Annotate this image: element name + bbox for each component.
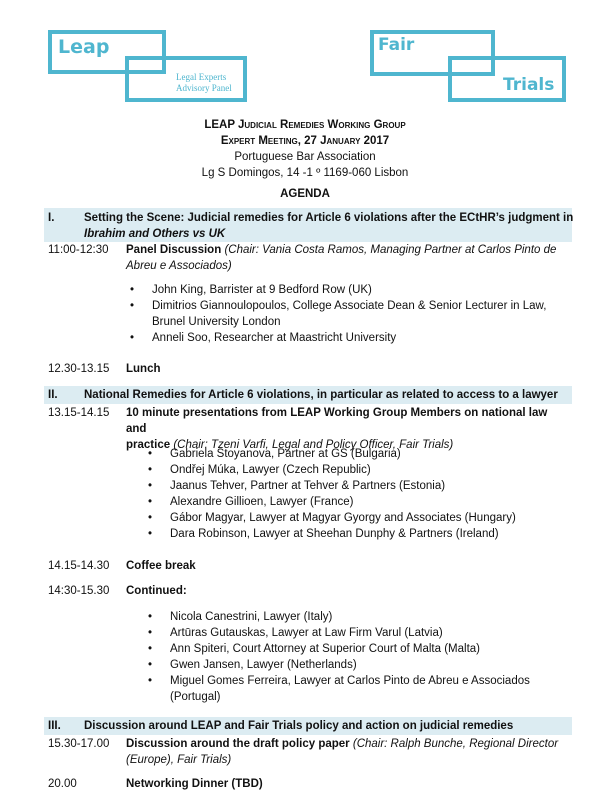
header-agenda: AGENDA [280,188,330,200]
presentations-title-cont: practice [126,439,171,451]
section-3-title: Discussion around LEAP and Fair Trials policy and action on judicial remedies [84,720,514,732]
fair-trials-word-trials: Trials [503,75,555,95]
list-item: • Ondřej Múka, Lawyer (Czech Republic) [148,462,568,478]
section-1-case-name: Ibrahim and Others vs UK [84,228,226,240]
lunch-time: 12.30-13.15 [48,363,110,375]
discussion-time: 15.30-17.00 [48,738,110,750]
discussion-title: Discussion around the draft policy paper [126,738,350,750]
section-2-title: National Remedies for Article 6 violations, in particular as related to access to a lawyer [84,389,558,401]
section-1-title: Setting the Scene: Judicial remedies for Article 6 violations after the ECtHR’s judgment in [84,212,574,224]
continued-speaker-list [148,609,548,705]
list-item: • Miguel Gomes Ferreira, Lawyer at Carlos Pinto de Abreu e Associados (Portugal) [148,673,548,705]
header-venue: Portuguese Bar Association [234,151,376,163]
leap-logo-sub2: Advisory Panel [176,83,232,93]
discussion-description [126,736,570,768]
list-item: • Dara Robinson, Lawyer at Sheehan Dunphy & Partners (Ireland) [148,526,568,542]
fair-trials-word-fair: Fair [378,35,415,55]
leap-logo-sub1: Legal Experts [176,72,227,82]
list-item: • Jaanus Tehver, Partner at Tehver & Partners (Estonia) [148,478,568,494]
panel-chair: (Chair: Vania Costa Ramos, Managing Partner at Carlos Pinto de [224,244,557,256]
presentations-chair: (Chair: Tzeni Varfi, Legal and Policy Officer, Fair Trials) [173,439,454,451]
list-item: • Artūras Gutauskas, Lawyer at Law Firm Varul (Latvia) [148,625,548,641]
presentations-speaker-list [148,446,568,542]
panel-chair-cont: Abreu e Associados) [126,260,232,272]
section-2-number: II. [48,389,58,401]
presentations-title: 10 minute presentations from LEAP Working Group Members on national law and [126,407,548,435]
list-item: • Anneli Soo, Researcher at Maastricht University [130,330,550,346]
continued-title: Continued: [126,585,187,597]
section-1-band [44,208,572,242]
panel-title: Panel Discussion [126,244,222,256]
discussion-chair-cont: (Europe), Fair Trials) [126,754,232,766]
list-item: • Dimitrios Giannoulopoulos, College Associate Dean & Senior Lecturer in Law, Brunel University London [130,298,550,330]
section-2-band [44,386,572,404]
section-3-number: III. [48,720,61,732]
panel-time: 11:00-12:30 [48,244,109,256]
header-meeting-date: Expert Meeting, 27 January 2017 [220,135,390,147]
section-3-band [44,717,572,735]
header-address: Lg S Domingos, 14 -1 º 1169-060 Lisbon [201,167,409,179]
panel-description [126,242,570,274]
continued-time: 14:30-15.30 [48,585,110,597]
section-1-number: I. [48,212,55,224]
list-item: • Gabriela Stoyanova, Partner at GS (Bulgaria) [148,446,568,462]
lunch-title: Lunch [126,363,161,375]
panel-speaker-list [130,282,550,346]
coffee-time: 14.15-14.30 [48,560,110,572]
coffee-title: Coffee break [126,560,196,572]
list-item: • Gábor Magyar, Lawyer at Magyar Gyorgy and Associates (Hungary) [148,510,568,526]
header-working-group: LEAP Judicial Remedies Working Group [204,119,406,131]
list-item: • Nicola Canestrini, Lawyer (Italy) [148,609,548,625]
list-item: • Ann Spiteri, Court Attorney at Superior Court of Malta (Malta) [148,641,548,657]
presentations-time: 13.15-14.15 [48,407,110,419]
dinner-title: Networking Dinner (TBD) [126,778,263,790]
discussion-chair: (Chair: Ralph Bunche, Regional Director [352,738,559,750]
dinner-time: 20.00 [48,778,77,790]
list-item: • Alexandre Gillioen, Lawyer (France) [148,494,568,510]
leap-logo-name: Leap [58,36,110,58]
list-item: • Gwen Jansen, Lawyer (Netherlands) [148,657,548,673]
list-item: • John King, Barrister at 9 Bedford Row (UK) [130,282,550,298]
